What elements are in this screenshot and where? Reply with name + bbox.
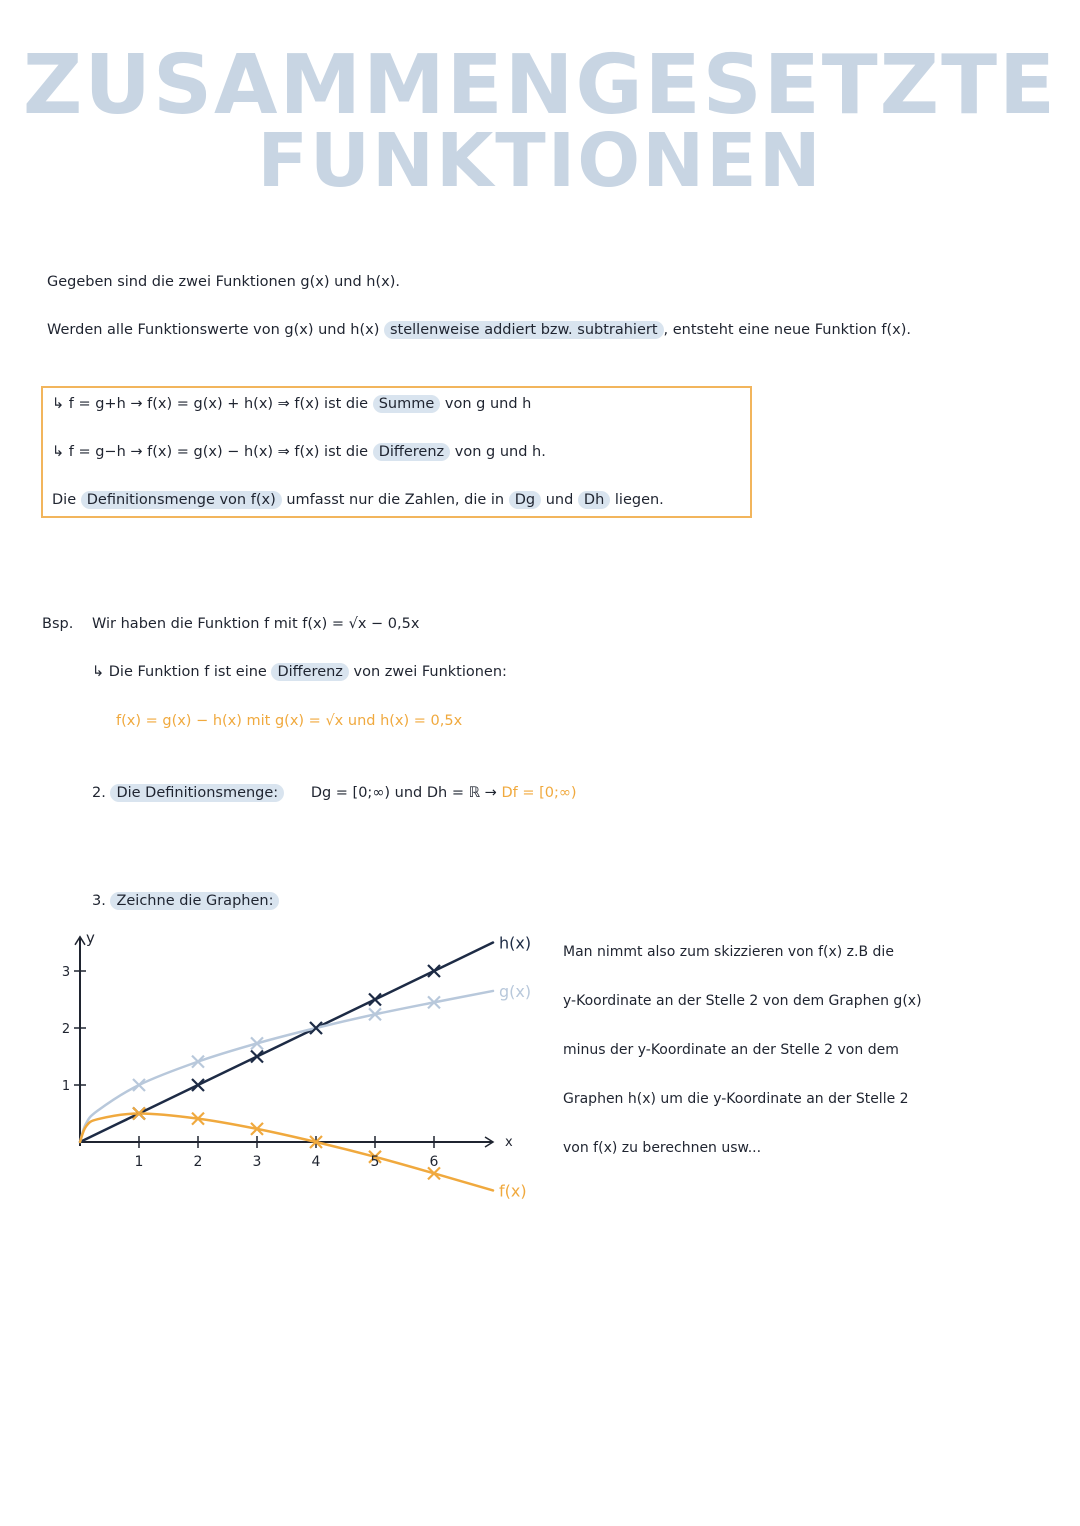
example-step-3 (92, 893, 279, 909)
x-tick-label: 5 (370, 1154, 380, 1170)
rule-difference (52, 444, 546, 460)
rule-diff-post: von g und h. (454, 444, 546, 460)
series-label-g: g(x) (499, 981, 532, 1001)
step2-domain: Dg = [0;∞) und Dh = ℝ → (310, 785, 497, 801)
function-graph (0, 920, 560, 1220)
example-formula: f(x) = g(x) − h(x) mit g(x) = √x und h(x) = 0,5x (116, 713, 463, 729)
series-label-f: f(x) (499, 1181, 527, 1201)
x-tick-label: 2 (193, 1154, 203, 1170)
series-label-h: h(x) (499, 933, 532, 953)
series-line-g (80, 991, 493, 1142)
rule-domain-and: und (545, 492, 574, 508)
step3-number: 3. (92, 893, 106, 909)
series-line-f (80, 1113, 493, 1190)
y-tick-label: 3 (61, 965, 71, 980)
step1-highlight: Differenz (271, 663, 348, 681)
rule-diff-highlight: Differenz (373, 443, 450, 461)
explanation-line: Man nimmt also zum skizzieren von f(x) z.B die (563, 944, 894, 960)
rule-domain-dh: Dh (578, 491, 610, 509)
rule-diff-pre: ↳ f = g−h → f(x) = g(x) − h(x) ⇒ f(x) ist die (52, 444, 369, 460)
explanation-line: minus der y-Koordinate an der Stelle 2 von dem (563, 1042, 899, 1058)
rule-domain-dg: Dg (509, 491, 541, 509)
example-step-1 (92, 664, 507, 680)
marker-h (192, 1079, 204, 1091)
chart-labels (62, 929, 531, 1201)
y-tick-label: 1 (61, 1079, 71, 1094)
rule-sum-highlight: Summe (373, 395, 441, 413)
rule-domain-pre: Die (52, 492, 77, 508)
marker-g (133, 1079, 145, 1091)
rule-domain-highlight: Definitionsmenge von f(x) (81, 491, 282, 509)
werden-pre: Werden alle Funktionswerte von g(x) und h(x) (47, 322, 380, 338)
explanation-line: y-Koordinate an der Stelle 2 von dem Graphen g(x) (563, 993, 922, 1009)
rule-domain (52, 492, 664, 508)
intro-given: Gegeben sind die zwei Funktionen g(x) und h(x). (47, 274, 400, 290)
x-tick-label: 6 (429, 1154, 439, 1170)
step2-number: 2. (92, 785, 106, 801)
explanation (563, 944, 922, 1189)
rule-domain-post: liegen. (614, 492, 664, 508)
x-tick-label: 3 (252, 1154, 262, 1170)
intro-werden (47, 322, 911, 338)
chart-markers (133, 965, 440, 1179)
rule-sum-pre: ↳ f = g+h → f(x) = g(x) + h(x) ⇒ f(x) ist die (52, 396, 369, 412)
step2-result: Df = [0;∞) (501, 785, 577, 801)
y-axis-label: y (86, 928, 95, 947)
rule-sum (52, 396, 531, 412)
step3-highlight: Zeichne die Graphen: (110, 892, 279, 910)
rule-sum-post: von g und h (444, 396, 532, 412)
marker-h (369, 994, 381, 1006)
marker-h (428, 965, 440, 977)
marker-g (192, 1056, 204, 1068)
example-label: Bsp. (42, 616, 74, 632)
explanation-line: Graphen h(x) um die y-Koordinate an der Stelle 2 (563, 1091, 909, 1107)
example-step-2 (92, 785, 577, 801)
page-title-line-1: ZUSAMMENGESETZTE (22, 38, 1058, 133)
step1-pre: ↳ Die Funktion f ist eine (92, 664, 267, 680)
example-intro: Wir haben die Funktion f mit f(x) = √x − 0,5x (92, 616, 420, 632)
x-tick-label: 1 (134, 1154, 144, 1170)
step2-highlight: Die Definitionsmenge: (110, 784, 284, 802)
y-tick-label: 2 (61, 1022, 71, 1037)
explanation-line: von f(x) zu berechnen usw... (563, 1140, 762, 1156)
rule-domain-mid: umfasst nur die Zahlen, die in (286, 492, 505, 508)
x-tick-label: 4 (311, 1154, 321, 1170)
werden-post: , entsteht eine neue Funktion f(x). (663, 322, 912, 338)
page-title-line-2: FUNKTIONEN (257, 118, 823, 204)
werden-highlight: stellenweise addiert bzw. subtrahiert (384, 321, 664, 339)
x-axis-label: x (505, 1135, 513, 1150)
step1-post: von zwei Funktionen: (353, 664, 507, 680)
marker-h (251, 1051, 263, 1063)
